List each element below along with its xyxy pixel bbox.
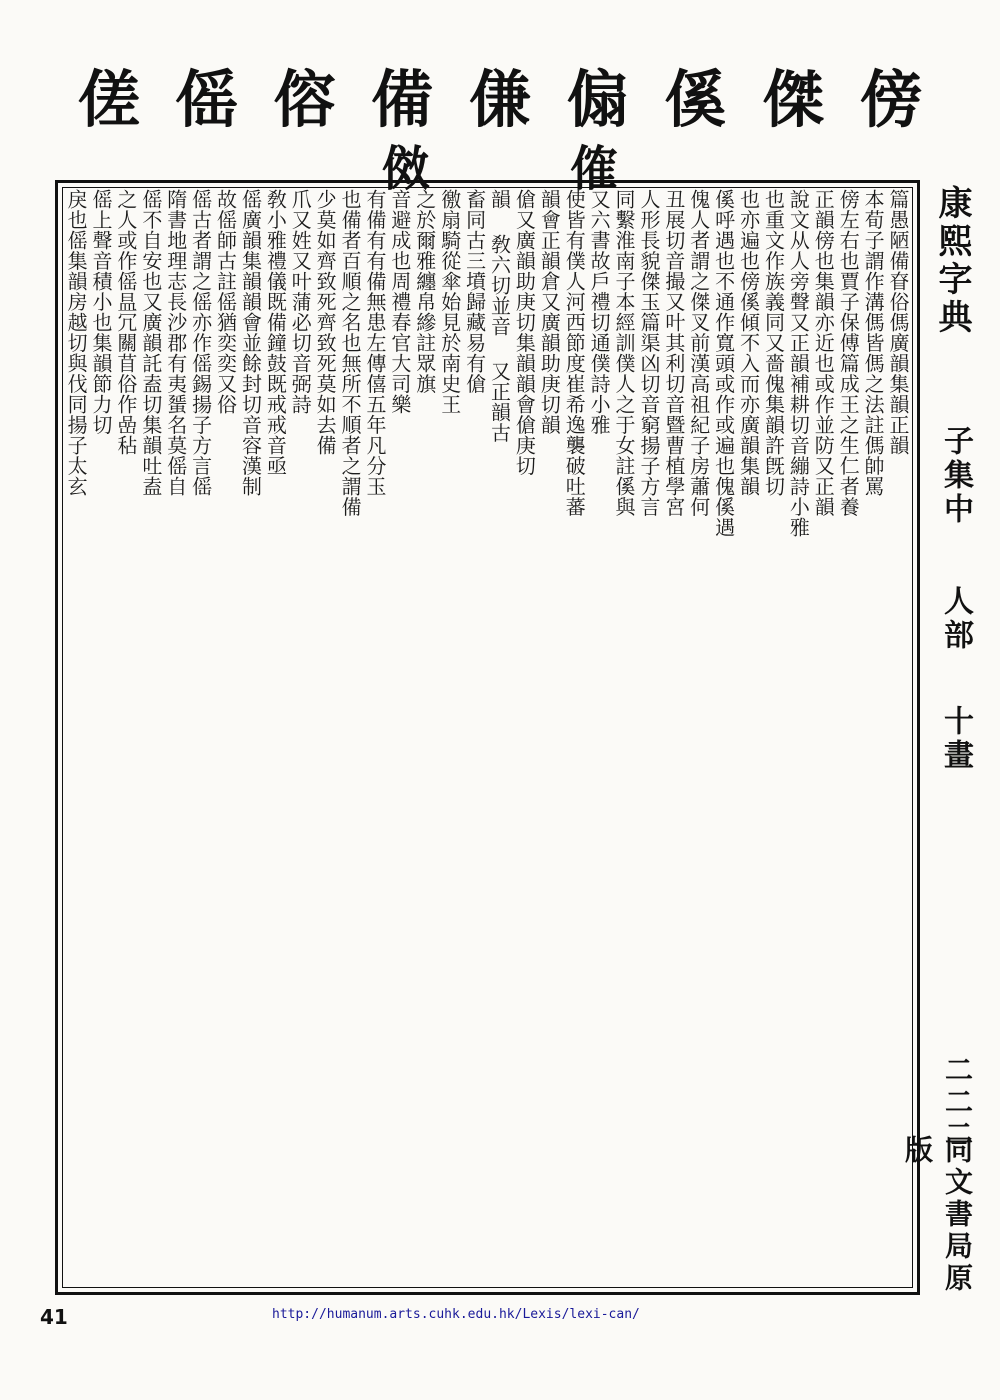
text-column: 說文从人旁聲又正韻補耕切音繃詩小雅 xyxy=(786,189,811,538)
text-column: 篇愚陋備眘俗傌廣韻集韻正韻 xyxy=(886,189,910,456)
seal-glyph: 傞 xyxy=(77,63,140,136)
text-column: 有備有有備無患左傳僖五年凡分玉 xyxy=(363,189,387,497)
seal-glyph: 傛 xyxy=(273,63,336,136)
text-columns xyxy=(64,189,911,1286)
text-column: 正韻傍也集韻亦近也或作並防又正韻 xyxy=(811,189,836,517)
seal-glyph: 傔 xyxy=(468,63,531,136)
stroke-count-label: 十畫 xyxy=(938,705,973,773)
seal-glyph: 傒 xyxy=(664,63,727,136)
text-column: 傜廣韻集韻韻會並餘封切音容漢制 xyxy=(238,189,263,497)
text-column: 同繫淮南子本經訓僕人之于女註傒與 xyxy=(612,189,637,517)
seal-glyph: 備 xyxy=(371,63,434,136)
text-column: 傒呼遇也不通作寬頭或作或遍也傀傒遇 xyxy=(711,189,736,538)
seal-glyph: 傚 xyxy=(381,141,430,197)
text-column: 丑展切音撮又叶其利切音暨曹植學宮 xyxy=(661,189,686,517)
text-column: 故傜師古註傜猶奕奕又俗 xyxy=(213,189,238,415)
seal-script-header xyxy=(60,40,940,197)
text-column: 傍左右也賈子保傅篇成王之生仁者養 xyxy=(836,189,861,517)
text-column: 徼扇騎從傘始見於南史王 xyxy=(437,189,462,415)
text-column: 音避成也周禮春官大司樂 xyxy=(387,189,412,415)
text-column: 傜上聲音積小也集韻節力切 xyxy=(89,189,113,435)
text-column: 之於爾雅纏帛縿註眾旗 xyxy=(412,189,437,394)
text-column: 也重文作族義同又嗇傀集韻許旣切 xyxy=(761,189,786,497)
text-column: 傀人者謂之傑叉前漢高祖紀子房蕭何 xyxy=(686,189,711,517)
radical-label: 人部 xyxy=(938,585,973,653)
page-number: 41 xyxy=(40,1305,68,1329)
publisher-label: 同文書局原版 xyxy=(901,1135,974,1295)
seal-glyph: 傕 xyxy=(570,141,619,197)
text-column: 少莫如齊致死齊致死莫如去備 xyxy=(313,189,338,456)
text-column: 之人或作傜昷冗關苜俗作嵒秥 xyxy=(114,189,138,456)
text-column: 傜不自安也又廣韻託盍切集韻吐盍 xyxy=(138,189,163,497)
seal-glyph: 傍 xyxy=(860,63,923,136)
text-column: 傜古者謂之傜亦作傜錫揚子方言傜 xyxy=(188,189,213,497)
text-column: 人形長貌傑玉篇渠凶切音窮揚子方言 xyxy=(637,189,661,517)
text-column: 畜同古三墳歸藏易有傖 xyxy=(462,189,487,394)
seal-header-top-row xyxy=(60,50,940,139)
seal-glyph: 傑 xyxy=(762,63,825,136)
text-column: 敎小雅禮儀既備鐘鼓既戒戒音亟 xyxy=(263,189,288,476)
seal-glyph: 傓 xyxy=(566,63,629,136)
text-column: 韻會正韻倉又廣韻助庚切韻 xyxy=(537,189,562,435)
text-column: 又六書故戶禮切通僕詩小雅 xyxy=(587,189,612,435)
text-column: 本荀子謂作溝傌皆傌之法註傌帥罵 xyxy=(861,189,886,497)
section-label: 子集中 xyxy=(938,425,973,527)
text-column: 也備者百順之名也無所不順者之謂備 xyxy=(338,189,363,517)
seal-glyph: 傜 xyxy=(175,63,238,136)
text-frame xyxy=(55,180,920,1295)
source-url-link[interactable]: http://humanum.arts.cuhk.edu.hk/Lexis/lexi-can/ xyxy=(272,1307,640,1322)
text-column: 隋書地理志長沙郡有夷蜑名莫傜自 xyxy=(163,189,188,497)
spine-margin xyxy=(901,185,985,1295)
book-title: 康熙字典 xyxy=(932,185,972,337)
text-column: 韻 敎六切並音 又正韻古 xyxy=(487,189,512,443)
text-column: 傖又廣韻助庚切集韻韻會傖庚切 xyxy=(512,189,537,476)
text-column: 戾也傜集韻房越切與伐同揚子太玄 xyxy=(64,189,89,497)
text-column: 也亦遍也傍傒傾不入而亦廣韻集韻 xyxy=(736,189,761,497)
text-column: 使皆有僕人河西節度崔希逸襲破吐蕃 xyxy=(562,189,587,517)
text-column: 爪又姓又叶蒲必切音弼詩 xyxy=(288,189,313,415)
chinese-page-number: 二二二 xyxy=(941,1055,974,1151)
